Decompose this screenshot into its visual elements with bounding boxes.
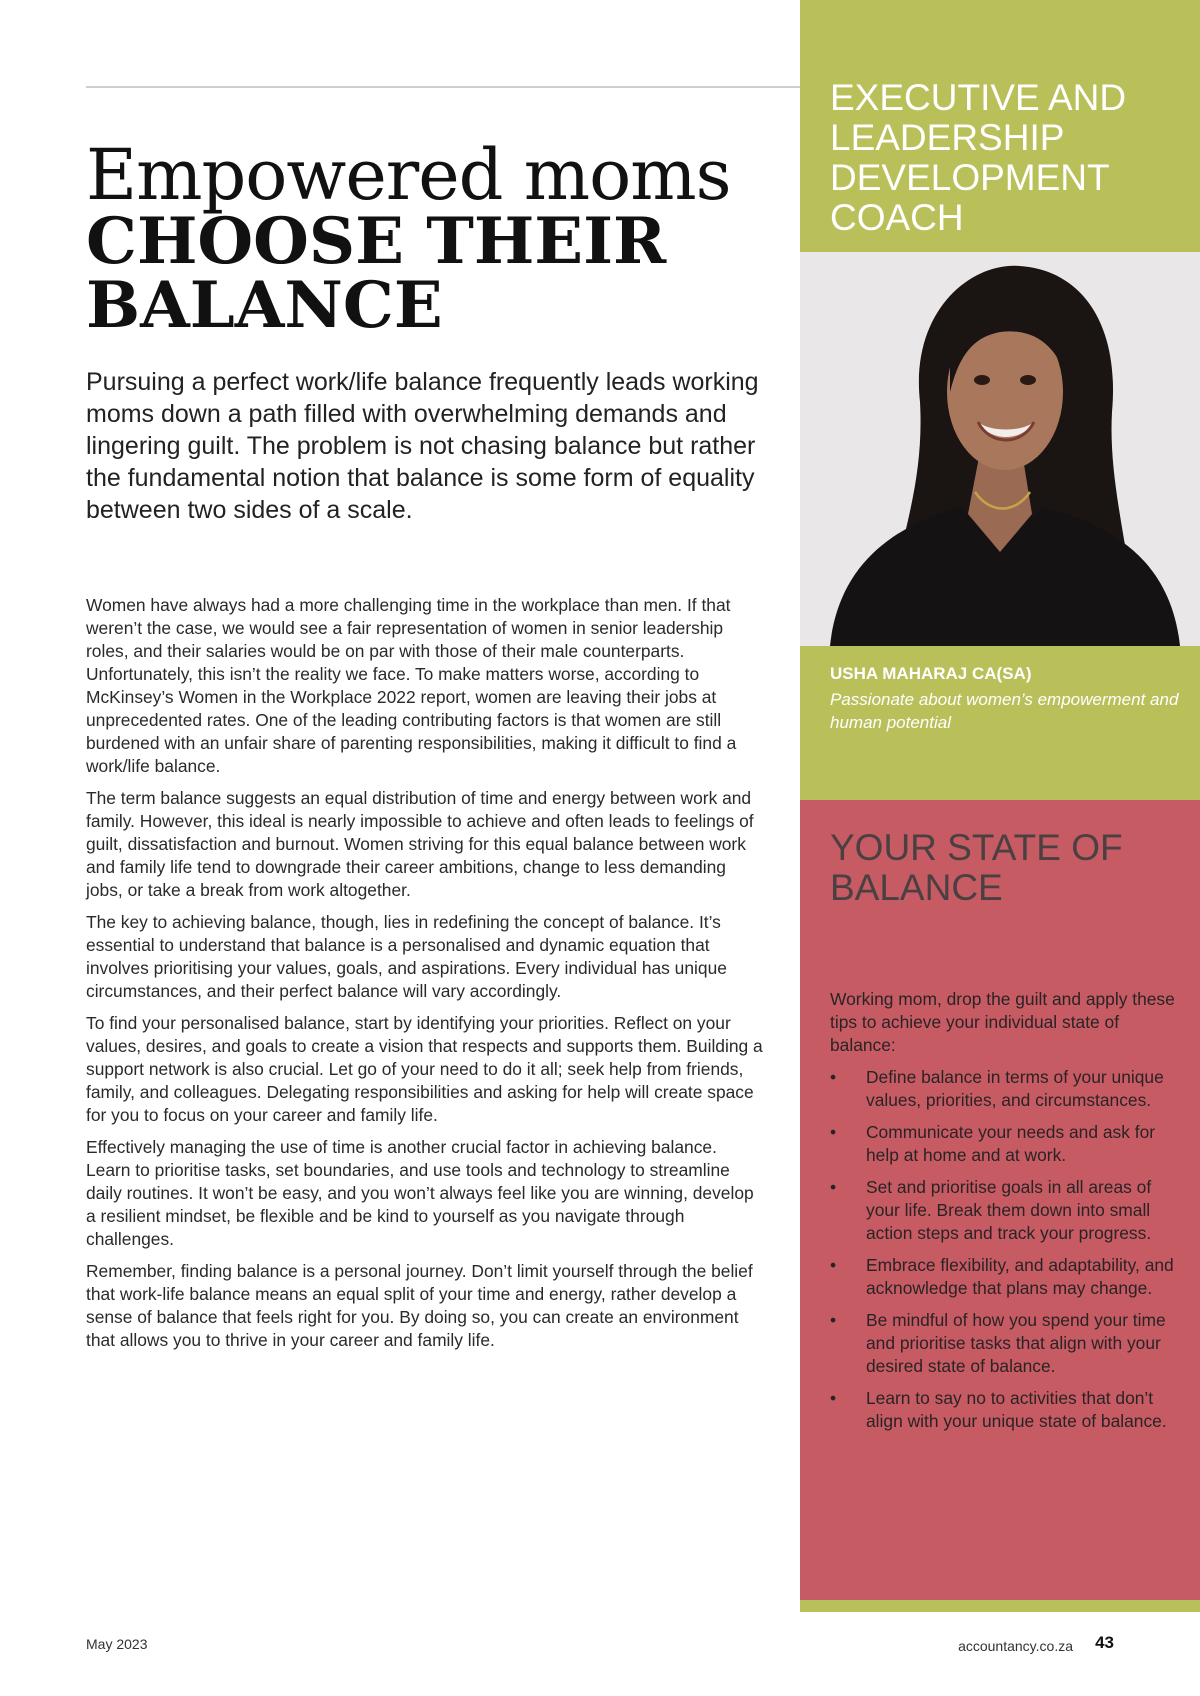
bullet-icon: •: [830, 1388, 837, 1408]
body-paragraph: The key to achieving balance, though, lies in redefining the concept of balance. It’s essential to understand that balance is a personalised and dynamic equation that involves prioritising your values, goals, and aspirations. Every individual has unique circumstances, and their perfect balance will vary accordingly.: [86, 912, 727, 1001]
author-tagline: Passionate about women’s empowerment and human potential: [830, 690, 1179, 732]
tip-item: • Define balance in terms of your unique values, priorities, and circumstances.: [830, 1067, 1164, 1110]
tips-list: [830, 1066, 1185, 1442]
tip-item: • Set and prioritise goals in all areas of your life. Break them down into small action steps and track your progress.: [830, 1177, 1152, 1243]
headline-line-2: CHOOSE THEIR: [86, 204, 667, 279]
article-headline: [86, 134, 786, 343]
tips-intro: Working mom, drop the guilt and apply these tips to achieve your individual state of balance:: [830, 989, 1175, 1055]
bullet-icon: •: [830, 1177, 837, 1197]
tips-box: [800, 800, 1200, 1600]
bullet-icon: •: [830, 1310, 837, 1330]
author-bio: [800, 646, 1200, 800]
tip-item: • Be mindful of how you spend your time and prioritise tasks that align with your desired state of balance.: [830, 1310, 1166, 1376]
website-link[interactable]: accountancy.co.za: [958, 1638, 1073, 1654]
body-paragraph: Remember, finding balance is a personal journey. Don’t limit yourself through the belief that work-life balance means an equal split of your time and energy, rather develop a sense of balance that feels right for you. By doing so, you can create an environment that allows you to thrive in your career and family life.: [86, 1261, 753, 1350]
body-paragraph: The term balance suggests an equal distribution of time and energy between work and family. However, this ideal is nearly impossible to achieve and often leads to feelings of guilt, dissatisfaction and burnout. Women striving for this equal balance between work and family life tend to downgrade their career ambitions, change to less demanding jobs, or take a break from work altogether.: [86, 788, 754, 900]
headline-line-3: BALANCE: [86, 268, 443, 343]
sidebar-title: EXECUTIVE AND LEADERSHIP DEVELOPMENT COACH: [830, 77, 1127, 238]
article-body: [86, 594, 766, 1361]
author-photo: [800, 252, 1200, 646]
body-paragraph: Women have always had a more challenging time in the workplace than men. If that weren’t the case, we would see a fair representation of women in senior leadership roles, and their salaries would be on par with those of their male counterparts. Unfortunately, this isn’t the reality we face. To make matters worse, according to McKinsey’s Women in the Workplace 2022 report, women are leaving their jobs at unprecedented rates. One of the leading contributing factors is that women are still burdened with an unfair share of parenting responsibilities, making it difficult to find a work/life balance.: [86, 595, 737, 776]
bullet-icon: •: [830, 1255, 837, 1275]
author-name: USHA MAHARAJ CA(SA): [830, 664, 1032, 683]
tip-item: • Embrace flexibility, and adaptability, and acknowledge that plans may change.: [830, 1255, 1174, 1298]
portrait-illustration: [800, 252, 1200, 646]
issue-date: May 2023: [86, 1636, 148, 1652]
tip-item: • Communicate your needs and ask for help at home and at work.: [830, 1122, 1156, 1165]
article-intro: Pursuing a perfect work/life balance frequently leads working moms down a path filled with overwhelming demands and lingering guilt. The problem is not chasing balance but rather the fundamental notion that balance is some form of equality between two sides of a scale.: [86, 368, 759, 524]
tip-item: • Learn to say no to activities that don’t align with your unique state of balance.: [830, 1388, 1167, 1431]
headline-line-1: Empowered moms: [86, 134, 731, 216]
top-divider: [86, 86, 800, 88]
bullet-icon: •: [830, 1067, 837, 1087]
body-paragraph: To find your personalised balance, start by identifying your priorities. Reflect on your values, desires, and goals to create a vision that respects and supports them. Building a support network is also crucial. Let go of your need to do it all; seek help from friends, family, and colleagues. Delegating responsibilities and asking for help will create space for you to focus on your career and family life.: [86, 1013, 763, 1125]
bullet-icon: •: [830, 1122, 837, 1142]
body-paragraph: Effectively managing the use of time is another crucial factor in achieving balance. Learn to prioritise tasks, set boundaries, and use tools and technology to streamline daily routines. It won’t be easy, and you won’t always feel like you are winning, develop a resilient mindset, be flexible and be kind to yourself as you navigate through challenges.: [86, 1137, 754, 1249]
tips-title: YOUR STATE OF BALANCE: [830, 827, 1123, 908]
sidebar-header: [800, 0, 1200, 252]
sidebar-bottom-bar: [800, 1600, 1200, 1612]
page-number: 43: [1095, 1633, 1114, 1652]
